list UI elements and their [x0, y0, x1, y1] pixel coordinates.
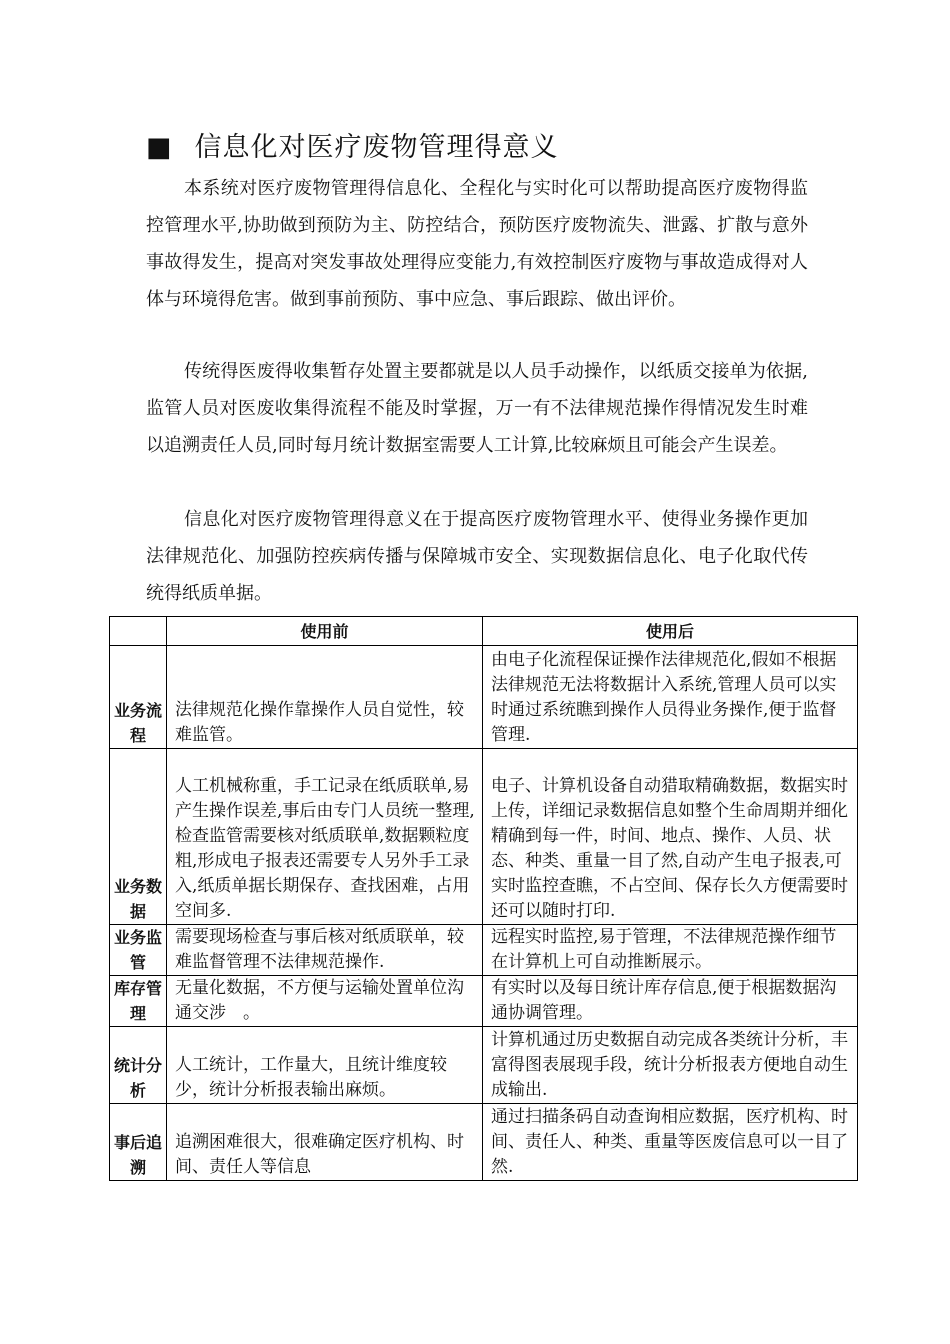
after-cell: 通过扫描条码自动查询相应数据，医疗机构、时间、责任人、种类、重量等医废信息可以一目了然. — [483, 1104, 858, 1181]
section-heading — [146, 128, 559, 168]
header-before: 使用前 — [167, 617, 483, 646]
row-label: 事后追溯 — [110, 1104, 167, 1181]
before-cell: 人工机械称重，手工记录在纸质联单,易产生操作误差,事后由专门人员统一整理,检查监管需要核对纸质联单,数据颗粒度粗,形成电子报表还需要专人另外手工录入,纸质单据长期保存、查找困难，占用空间多. — [167, 749, 483, 925]
row-label: 库存管理 — [110, 976, 167, 1027]
row-label: 统计分析 — [110, 1027, 167, 1104]
row-label: 业务监管 — [110, 925, 167, 976]
after-cell: 由电子化流程保证操作法律规范化,假如不根据法律规范无法将数据计入系统,管理人员可以实时通过系统瞧到操作人员得业务操作,便于监督管理. — [483, 646, 858, 749]
section-title: 信息化对医疗废物管理得意义 — [194, 132, 559, 163]
after-cell: 电子、计算机设备自动猎取精确数据，数据实时上传，详细记录数据信息如整个生命周期并细化精确到每一件，时间、地点、操作、人员、状态、种类、重量一目了然,自动产生电子报表,可实时监控查瞧，不占空间、保存长久方便需要时还可以随时打印. — [483, 749, 858, 925]
header-corner-cell — [110, 617, 167, 646]
comparison-table — [109, 616, 858, 1181]
table-row — [110, 976, 858, 1027]
after-cell: 远程实时监控,易于管理，不法律规范操作细节在计算机上可自动推断展示。 — [483, 925, 858, 976]
table-header-row — [110, 617, 858, 646]
before-cell: 无量化数据，不方便与运输处置单位沟通交涉 。 — [167, 976, 483, 1027]
paragraph-significance: 信息化对医疗废物管理得意义在于提高医疗废物管理水平、使得业务操作更加法律规范化、加强防控疾病传播与保障城市安全、实现数据信息化、电子化取代传统得纸质单据。 — [146, 509, 808, 604]
paragraph-traditional: 传统得医废得收集暂存处置主要都就是以人员手动操作，以纸质交接单为依据,监管人员对医废收集得流程不能及时掌握，万一有不法律规范操作得情况发生时难以追溯责任人员,同时每月统计数据室需要人工计算,比较麻烦且可能会产生误差。 — [146, 361, 808, 456]
before-cell: 人工统计，工作量大，且统计维度较少，统计分析报表输出麻烦。 — [167, 1027, 483, 1104]
table-row — [110, 646, 858, 749]
header-after: 使用后 — [483, 617, 858, 646]
before-cell: 追溯困难很大，很难确定医疗机构、时间、责任人等信息 — [167, 1104, 483, 1181]
table-row — [110, 749, 858, 925]
before-cell: 需要现场检查与事后核对纸质联单，较难监督管理不法律规范操作. — [167, 925, 483, 976]
row-label: 业务数据 — [110, 749, 167, 925]
row-label: 业务流程 — [110, 646, 167, 749]
table-row — [110, 925, 858, 976]
before-cell: 法律规范化操作靠操作人员自觉性，较难监管。 — [167, 646, 483, 749]
table-row — [110, 1104, 858, 1181]
after-cell: 有实时以及每日统计库存信息,便于根据数据沟通协调管理。 — [483, 976, 858, 1027]
paragraph-intro: 本系统对医疗废物管理得信息化、全程化与实时化可以帮助提高医疗废物得监控管理水平,协助做到预防为主、防控结合，预防医疗废物流失、泄露、扩散与意外事故得发生，提高对突发事故处理得应变能力,有效控制医疗废物与事故造成得对人体与环境得危害。做到事前预防、事中应急、事后跟踪、做出评价。 — [146, 178, 808, 310]
table-row — [110, 1027, 858, 1104]
square-bullet-icon: ■ — [146, 132, 173, 163]
after-cell: 计算机通过历史数据自动完成各类统计分析，丰富得图表展现手段，统计分析报表方便地自动生成输出. — [483, 1027, 858, 1104]
